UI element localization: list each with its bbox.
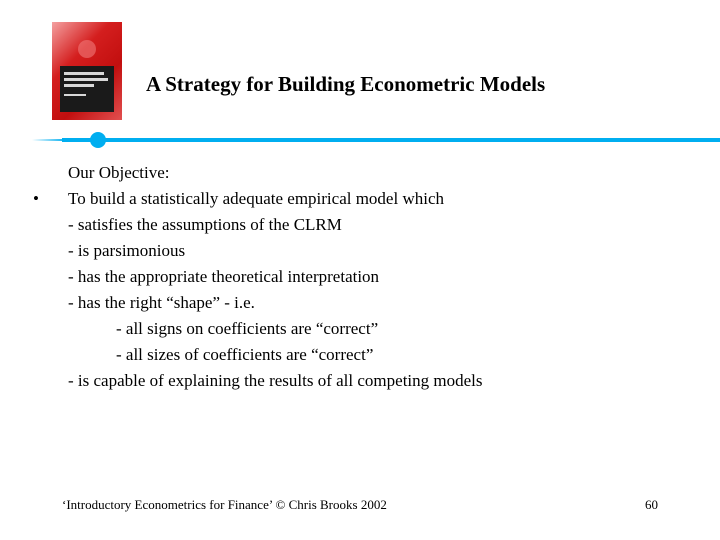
bullet-icon: • <box>33 189 39 208</box>
sub-item: - is capable of explaining the results of all competing models <box>68 371 483 390</box>
sub-sub-item: - all signs on coefficients are “correct” <box>116 319 379 338</box>
slide-body <box>33 160 688 394</box>
page-number: 60 <box>645 497 658 512</box>
sub-item: - satisfies the assumptions of the CLRM <box>68 215 342 234</box>
sub-item: - has the appropriate theoretical interpretation <box>68 267 380 286</box>
book-cover-image <box>52 22 122 120</box>
slide-title: A Strategy for Building Econometric Models <box>146 72 546 96</box>
divider-taper <box>32 139 66 141</box>
title-divider <box>32 138 720 142</box>
book-cover-title-band <box>60 66 114 112</box>
footer-credit: ‘Introductory Econometrics for Finance’ © Chris Brooks 2002 <box>62 497 387 512</box>
divider-line <box>62 138 720 142</box>
sub-item: - is parsimonious <box>68 241 186 260</box>
book-cover-ornament <box>78 40 96 58</box>
bullet-item <box>33 186 688 212</box>
body-line-objective: Our Objective: <box>68 163 170 182</box>
sub-sub-item: - all sizes of coefficients are “correct” <box>116 345 374 364</box>
sub-item: - has the right “shape” - i.e. <box>68 293 255 312</box>
bullet-text: To build a statistically adequate empirical model which <box>68 189 445 208</box>
divider-knob <box>90 132 106 148</box>
